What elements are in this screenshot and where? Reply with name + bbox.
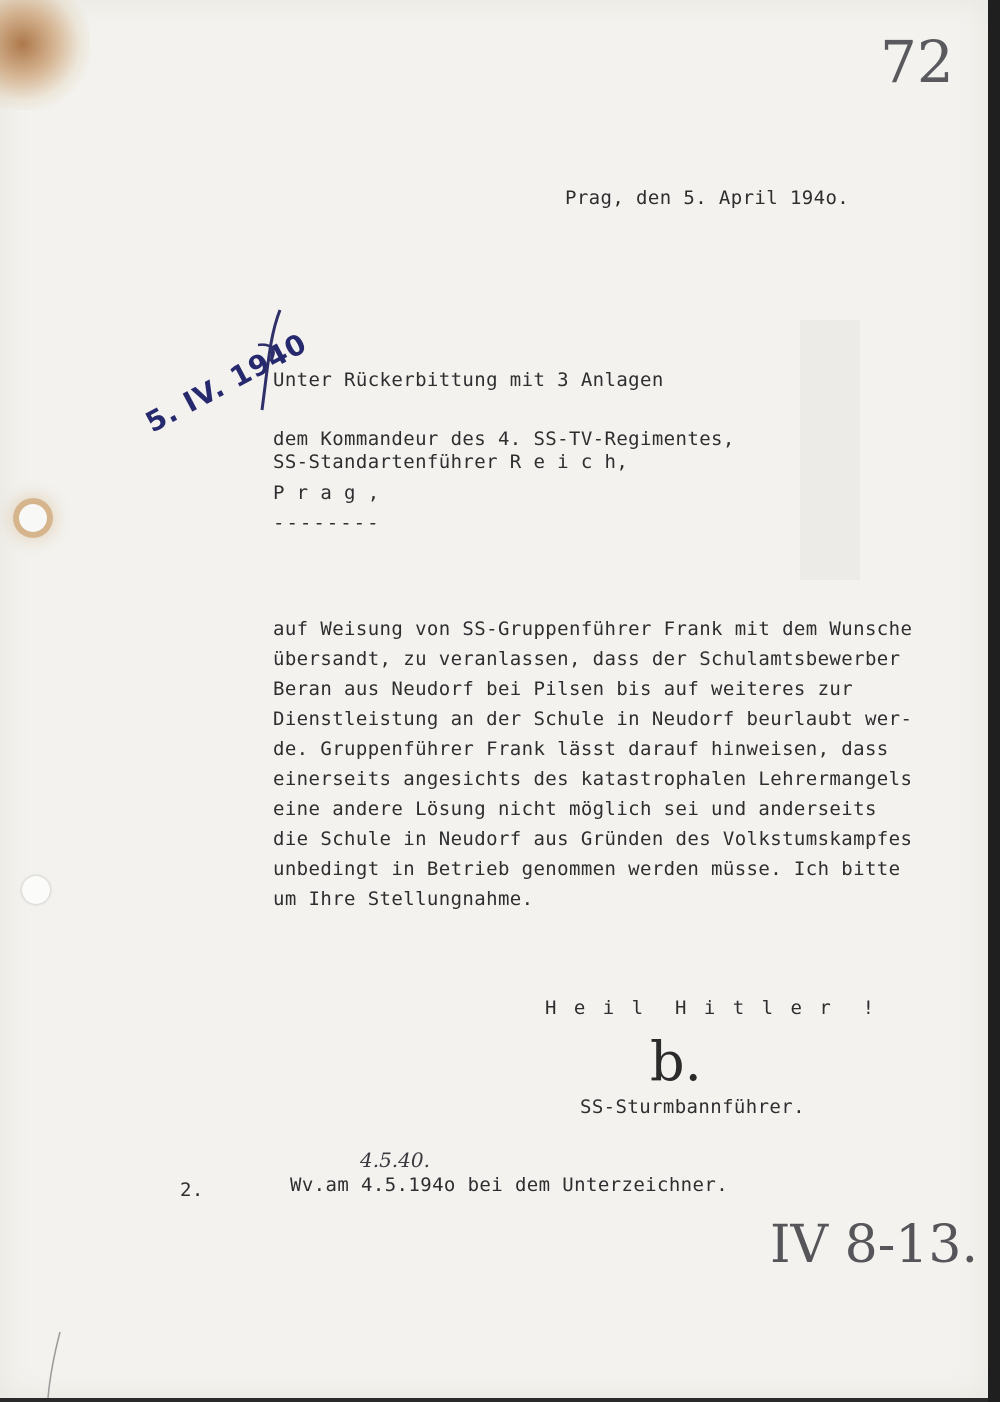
- addressee-line-2: SS-Standartenführer R e i c h,: [273, 451, 629, 473]
- signer-title: SS-Sturmbannführer.: [580, 1096, 805, 1118]
- addressee-city: P r a g ,: [273, 482, 380, 504]
- body-line: eine andere Lösung nicht möglich sei und anderseits: [273, 798, 877, 820]
- punch-hole: [22, 876, 50, 904]
- margin-pencil-mark-icon: [40, 1330, 70, 1398]
- closing-salutation: H e i l H i t l e r !: [545, 997, 878, 1019]
- file-reference: IV 8-13.: [770, 1215, 978, 1275]
- body-line: um Ihre Stellungnahme.: [273, 888, 534, 910]
- addressee-line-1: dem Kommandeur des 4. SS-TV-Regimentes,: [273, 428, 735, 450]
- pen-mark-icon: [250, 305, 290, 415]
- body-line: Beran aus Neudorf bei Pilsen bis auf weiteres zur: [273, 678, 854, 700]
- followup-number: 2.: [180, 1179, 204, 1201]
- body-line: Dienstleistung an der Schule in Neudorf beurlaubt wer-: [273, 708, 913, 730]
- body-line: übersandt, zu veranlassen, dass der Schulamtsbewerber: [273, 648, 901, 670]
- handwritten-date: 4.5.40.: [360, 1148, 430, 1172]
- scan-border: [988, 0, 1000, 1402]
- body-line: auf Weisung von SS-Gruppenführer Frank mit dem Wunsche: [273, 618, 913, 640]
- punch-hole: [19, 504, 47, 532]
- bleed-through-shadow: [800, 320, 860, 580]
- body-line: die Schule in Neudorf aus Gründen des Volkstumskampfes: [273, 828, 913, 850]
- addressee-underline: --------: [273, 512, 381, 534]
- rust-stain: [0, 0, 90, 110]
- date-line: Prag, den 5. April 194o.: [565, 187, 850, 209]
- reference-line: Unter Rückerbittung mit 3 Anlagen: [273, 369, 664, 391]
- body-line: unbedingt in Betrieb genommen werden müsse. Ich bitte: [273, 858, 901, 880]
- followup-text: Wv.am 4.5.194o bei dem Unterzeichner.: [290, 1174, 729, 1196]
- body-line: einerseits angesichts des katastrophalen Lehrermangels: [273, 768, 913, 790]
- folio-number: 72: [880, 28, 954, 96]
- signature: b.: [650, 1030, 702, 1093]
- received-date-stamp: 5. IV. 1940: [140, 326, 313, 440]
- body-line: de. Gruppenführer Frank lässt darauf hinweisen, dass: [273, 738, 889, 760]
